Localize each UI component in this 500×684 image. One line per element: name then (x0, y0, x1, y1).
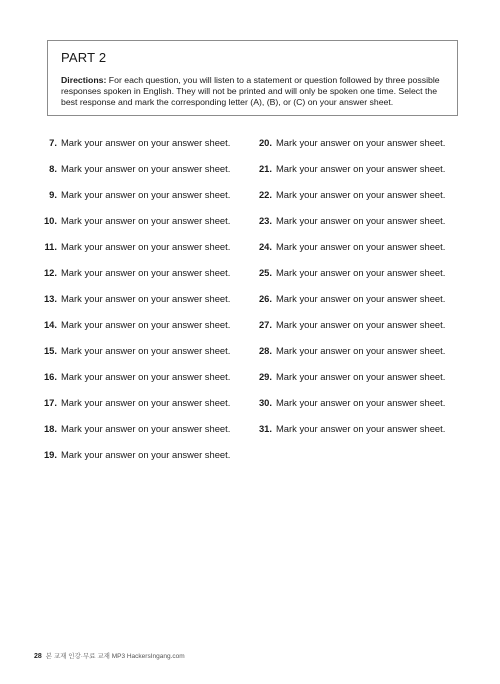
question-item (245, 318, 465, 344)
question-number: 30. (258, 397, 272, 408)
part-title: PART 2 (61, 50, 107, 65)
question-number: 18. (43, 423, 57, 434)
question-item (30, 422, 245, 448)
question-item (30, 370, 245, 396)
question-number: 10. (43, 215, 57, 226)
question-text: Mark your answer on your answer sheet. (61, 137, 231, 148)
question-item (245, 266, 465, 292)
question-item (245, 344, 465, 370)
question-text: Mark your answer on your answer sheet. (276, 397, 446, 408)
question-text: Mark your answer on your answer sheet. (61, 397, 231, 408)
question-text: Mark your answer on your answer sheet. (61, 189, 231, 200)
question-text: Mark your answer on your answer sheet. (61, 319, 231, 330)
question-item (30, 292, 245, 318)
question-number: 15. (43, 345, 57, 356)
question-item (245, 396, 465, 422)
directions-label: Directions: (61, 75, 107, 85)
question-number: 9. (49, 189, 57, 200)
question-item (30, 240, 245, 266)
question-text: Mark your answer on your answer sheet. (276, 319, 446, 330)
question-column-right (245, 136, 465, 448)
question-number: 20. (258, 137, 272, 148)
question-number: 8. (49, 163, 57, 174)
question-text: Mark your answer on your answer sheet. (276, 241, 446, 252)
question-number: 29. (258, 371, 272, 382)
question-number: 27. (258, 319, 272, 330)
question-number: 28. (258, 345, 272, 356)
question-number: 19. (43, 449, 57, 460)
question-item (245, 240, 465, 266)
question-item (30, 214, 245, 240)
question-text: Mark your answer on your answer sheet. (61, 241, 231, 252)
question-text: Mark your answer on your answer sheet. (61, 423, 231, 434)
question-item (245, 370, 465, 396)
question-item (245, 422, 465, 448)
question-number: 31. (258, 423, 272, 434)
question-item (30, 318, 245, 344)
question-column-left (30, 136, 245, 474)
question-number: 25. (258, 267, 272, 278)
question-text: Mark your answer on your answer sheet. (61, 345, 231, 356)
page-number: 28 (34, 653, 42, 660)
question-item (30, 396, 245, 422)
question-item (30, 344, 245, 370)
directions-box (47, 40, 458, 116)
question-text: Mark your answer on your answer sheet. (61, 267, 231, 278)
question-number: 26. (258, 293, 272, 304)
question-item (30, 162, 245, 188)
question-item (245, 214, 465, 240)
directions-text (61, 75, 444, 108)
question-text: Mark your answer on your answer sheet. (276, 137, 446, 148)
question-text: Mark your answer on your answer sheet. (276, 371, 446, 382)
question-text: Mark your answer on your answer sheet. (276, 345, 446, 356)
question-item (245, 292, 465, 318)
question-text: Mark your answer on your answer sheet. (61, 371, 231, 382)
question-text: Mark your answer on your answer sheet. (276, 163, 446, 174)
question-text: Mark your answer on your answer sheet. (61, 163, 231, 174)
question-item (245, 188, 465, 214)
question-item (245, 162, 465, 188)
question-number: 13. (43, 293, 57, 304)
question-number: 22. (258, 189, 272, 200)
question-number: 14. (43, 319, 57, 330)
question-text: Mark your answer on your answer sheet. (276, 267, 446, 278)
question-number: 24. (258, 241, 272, 252)
question-item (30, 266, 245, 292)
question-number: 12. (43, 267, 57, 278)
question-number: 23. (258, 215, 272, 226)
directions-body: For each question, you will listen to a statement or question followed by three possible responses spoken in English. They will not be printed and will only be spoken one time. Select the best response and mark the corresponding letter (A), (B), or (C) on your answer sheet. (61, 75, 440, 107)
question-item (30, 448, 245, 474)
question-text: Mark your answer on your answer sheet. (61, 449, 231, 460)
question-number: 17. (43, 397, 57, 408)
question-item (30, 136, 245, 162)
question-number: 21. (258, 163, 272, 174)
question-text: Mark your answer on your answer sheet. (61, 215, 231, 226)
question-number: 7. (49, 137, 57, 148)
question-item (30, 188, 245, 214)
question-text: Mark your answer on your answer sheet. (276, 293, 446, 304)
question-number: 11. (44, 241, 57, 252)
footer-text: 본 교재 인강·무료 교재 MP3 HackersIngang.com (45, 653, 185, 660)
question-number: 16. (43, 371, 57, 382)
question-text: Mark your answer on your answer sheet. (61, 293, 231, 304)
question-text: Mark your answer on your answer sheet. (276, 215, 446, 226)
question-text: Mark your answer on your answer sheet. (276, 189, 446, 200)
question-text: Mark your answer on your answer sheet. (276, 423, 446, 434)
question-item (245, 136, 465, 162)
page-footer (34, 651, 185, 660)
